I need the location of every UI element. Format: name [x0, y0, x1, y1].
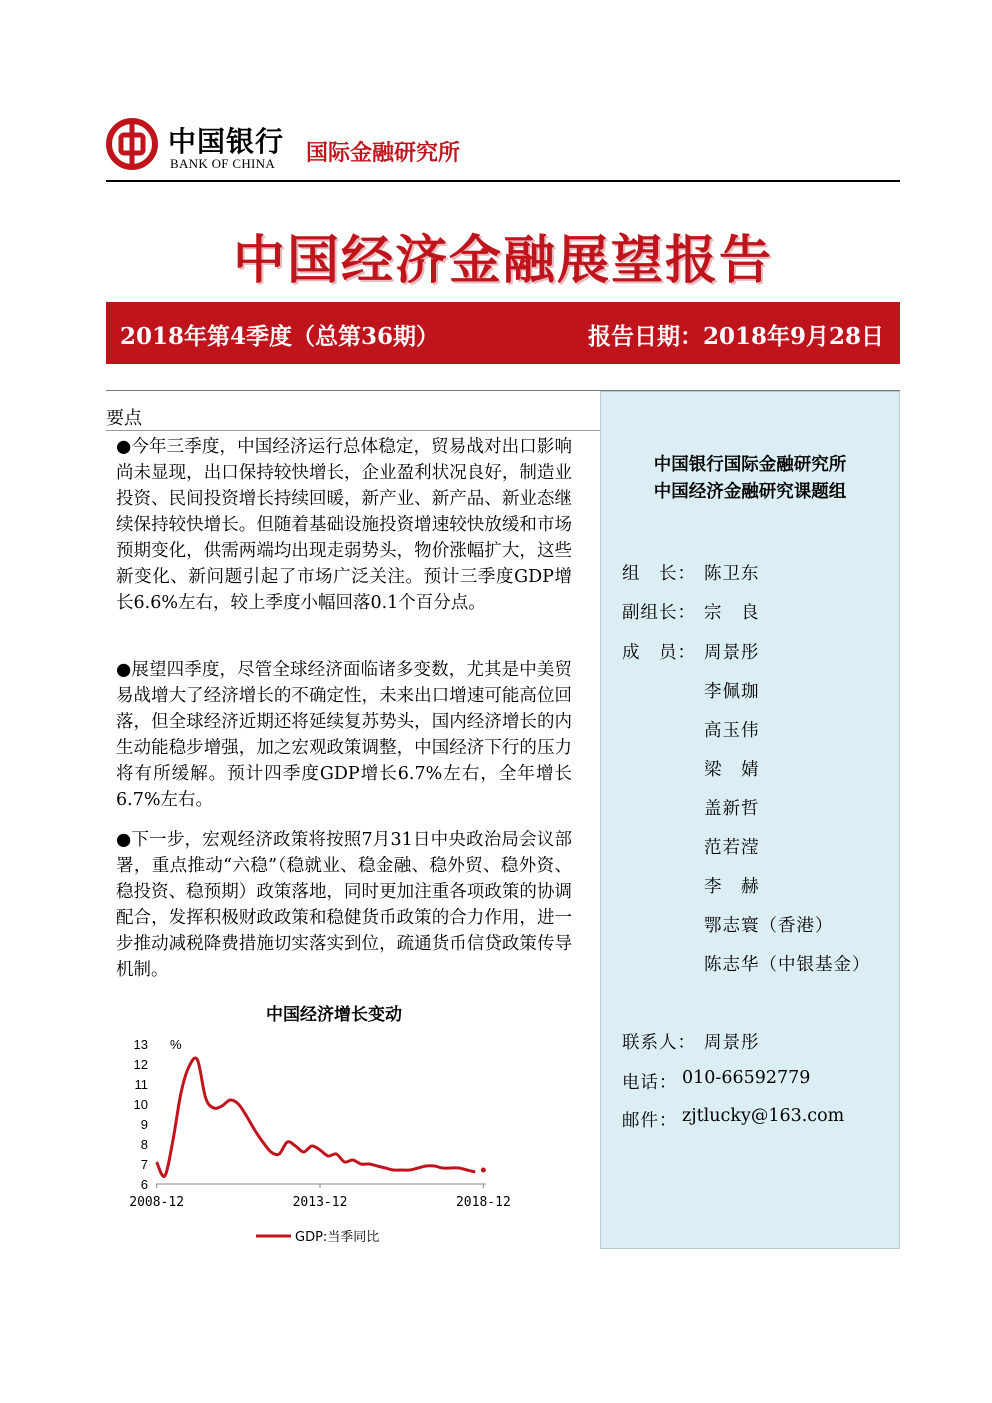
y-tick-label: 10: [133, 1097, 148, 1112]
chart-legend: [256, 1229, 379, 1245]
issue-banner: [106, 302, 900, 364]
y-tick-label: 6: [140, 1177, 148, 1192]
team-name: 中国经济金融研究课题组: [653, 482, 847, 502]
gdp-series-line: [157, 1058, 476, 1177]
x-tick-label: 2008-12: [129, 1195, 185, 1210]
member-name: 李佩珈: [704, 682, 760, 702]
member-name: 鄂志寰（香港）: [704, 916, 834, 936]
contact-name: 周景彤: [704, 1033, 760, 1053]
y-tick-label: 11: [134, 1077, 148, 1092]
members-label: 成 员：: [622, 643, 696, 663]
institute-name: 国际金融研究所: [306, 141, 461, 166]
legend-label: GDP:当季同比: [295, 1230, 380, 1245]
phone-number: 010-66592779: [682, 1068, 811, 1088]
bank-name-cn: 中国银行: [168, 125, 285, 158]
y-tick-label: 13: [133, 1037, 148, 1052]
y-tick-label: 7: [140, 1157, 148, 1172]
member-name: 陈志华（中银基金）: [704, 955, 871, 975]
key-point-paragraph: ●下一步，宏观经济政策将按照7月31日中央政治局会议部署，重点推动“六稳”（稳就业、稳金融、稳外贸、稳外资、稳投资、稳预期）政策落地，同时更加注重各项政策的协调配合，发挥积极财政政策和稳健货币政策的合力作用，进一步推动减税降费措施切实落实到位，疏通货币信贷政策传导机制。: [116, 830, 572, 980]
y-tick-label: 9: [140, 1117, 148, 1132]
email-label: 邮件：: [622, 1111, 678, 1131]
report-date: 报告日期：2018年9月28日: [587, 323, 884, 350]
bank-of-china-logo-icon: [106, 118, 158, 170]
member-name: 盖新哲: [704, 799, 760, 819]
gdp-line-chart: [106, 1024, 526, 1254]
contact-label: 联系人：: [622, 1033, 696, 1053]
y-tick-label: 12: [133, 1057, 148, 1072]
member-name: 高玉伟: [704, 721, 760, 741]
member-name: 李 赫: [704, 877, 760, 897]
report-title: 中国经济金融展望报告: [232, 231, 773, 291]
member-name: 范若滢: [704, 838, 760, 858]
leader-name: 陈卫东: [704, 564, 760, 584]
key-point-paragraph: ●今年三季度，中国经济运行总体稳定，贸易战对出口影响尚未显现，出口保持较快增长，企业盈利状况良好，制造业投资、民间投资增长持续回暖，新产业、新产品、新业态继续保持较快增长。但随着基础设施投资增速较快放缓和市场预期变化，供需两端均出现走弱势头，物价涨幅扩大，这些新变化、新问题引起了市场广泛关注。预计三季度GDP增长6.6%左右，较上季度小幅回落0.1个百分点。: [116, 437, 572, 613]
key-points-divider: [106, 430, 600, 431]
forecast-point: [481, 1168, 486, 1173]
header-divider: [106, 180, 900, 182]
key-points-heading: 要点: [106, 408, 142, 429]
key-point-paragraph: ●展望四季度，尽管全球经济面临诸多变数，尤其是中美贸易战增大了经济增长的不确定性，未来出口增速可能高位回落，但全球经济近期还将延续复苏势头，国内经济增长的内生动能稳步增强，加之宏观政策调整，中国经济下行的压力将有所缓解。预计四季度GDP增长6.7%左右，全年增长6.7%左右。: [116, 660, 572, 810]
bank-name-en: BANK OF CHINA: [170, 156, 276, 171]
leader-label: 组 长：: [622, 564, 696, 584]
x-tick-label: 2013-12: [292, 1195, 348, 1210]
org-name: 中国银行国际金融研究所: [653, 455, 847, 475]
email-address: zjtlucky@163.com: [682, 1106, 845, 1126]
plot-area: [157, 1058, 486, 1177]
x-axis: [129, 1184, 511, 1210]
deputy-name: 宗 良: [704, 603, 760, 623]
x-tick-label: 2018-12: [455, 1195, 511, 1210]
y-tick-label: 8: [140, 1137, 148, 1152]
member-name: 梁 婧: [704, 760, 760, 780]
header-logo: [106, 118, 506, 178]
issue-number: 2018年第4季度（总第36期）: [120, 323, 440, 350]
y-unit-label: %: [170, 1037, 182, 1052]
member-name: 周景彤: [704, 643, 760, 663]
deputy-label: 副组长：: [622, 603, 696, 623]
phone-label: 电话：: [622, 1073, 678, 1093]
chart-title: 中国经济增长变动: [266, 1005, 402, 1025]
